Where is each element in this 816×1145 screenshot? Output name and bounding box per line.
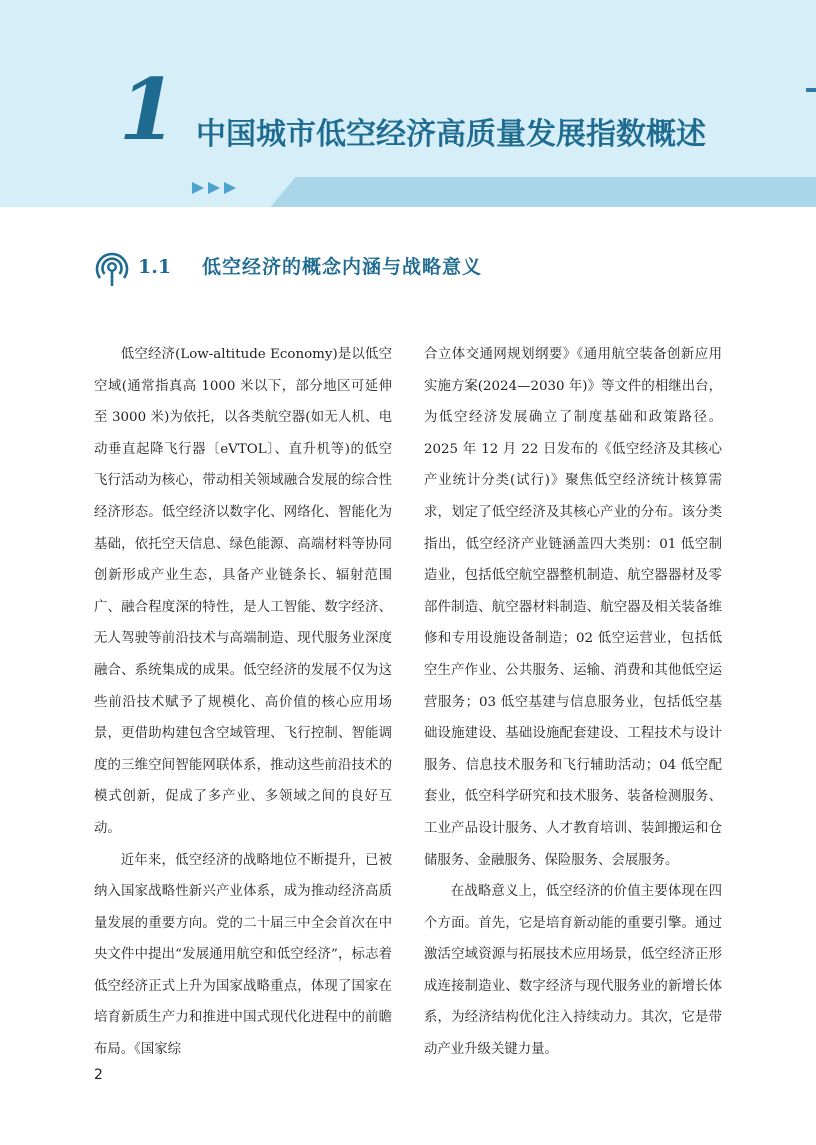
triple-arrow-icon: [192, 181, 240, 195]
banner-stripe: [262, 177, 816, 207]
signal-target-icon: [94, 248, 130, 288]
paragraph: 低空经济(Low-altitude Economy)是以低空空域(通常指真高 1000 米以下，部分地区可延伸至 3000 米)为依托，以各类航空器(如无人机、电动垂直起降飞行器〔eVTOL〕、直升机等)的低空飞行活动为核心，带动相关领域融合发展的综合性经济形态。低空经济以数字化、网络化、智能化为基础，依托空天信息、绿色能源、高端材料等协同创新形成产业生态，具备产业链条长、辐射范围广、融合程度深的特性，是人工智能、数字经济、无人驾驶等前沿技术与高端制造、现代服务业深度融合、系统集成的成果。低空经济的发展不仅为这些前沿技术赋予了规模化、高价值的核心应用场景，更借助构建包含空域管理、飞行控制、智能调度的三维空间智能网联体系，推动这些前沿技术的模式创新，促成了多产业、多领域之间的良好互动。: [94, 347, 392, 836]
paragraph-continued: 合立体交通网规划纲要》《通用航空装备创新应用实施方案(2024—2030 年)》等文件的相继出台，为低空经济发展确立了制度基础和政策路径。2025 年 12 月 22 日发布的《低空经济及其核心产业统计分类(试行)》聚焦低空经济统计核算需求，划定了低空经济及其核心产业的分布。该分类指出，低空经济产业链涵盖四大类别：01 低空制造业，包括低空航空器整机制造、航空器器材及零部件制造、航空器材料制造、航空器及相关装备维修和专用设施设备制造；02 低空运营业，包括低空生产作业、公共服务、运输、消费和其他低空运营服务；03 低空基建与信息服务业，包括低空基础设施建设、基础设施配套建设、工程技术与设计服务、信息技术服务和飞行辅助活动；04 低空配套业，低空科学研究和技术服务、装备检测服务、工业产品设计服务、人才教育培训、装卸搬运和仓储服务、金融服务、保险服务、会展服务。: [424, 347, 722, 868]
paragraph: 在战略意义上，低空经济的价值主要体现在四个方面。首先，它是培育新动能的重要引擎。通过激活空域资源与拓展技术应用场景，低空经济正形成连接制造业、数字经济与现代服务业的新增长体系，为经济结构优化注入持续动力。其次，它是带动产业升级关键力量。: [424, 884, 722, 1058]
section-number: 1.1: [138, 256, 172, 278]
body-column-left: [94, 339, 392, 1066]
page-number: 2: [94, 1067, 103, 1083]
chapter-banner: [0, 0, 816, 207]
chapter-number: 1: [118, 60, 178, 159]
section-heading: [94, 248, 694, 292]
section-title: 低空经济的概念内涵与战略意义: [202, 256, 483, 278]
body-column-right: [424, 339, 722, 1066]
banner-edge-tick: [806, 88, 816, 92]
paragraph: 近年来，低空经济的战略地位不断提升，已被纳入国家战略性新兴产业体系，成为推动经济高质量发展的重要方向。党的二十届三中全会首次在中央文件中提出“发展通用航空和低空经济”，标志着低空经济正式上升为国家战略重点，体现了国家在培育新质生产力和推进中国式现代化进程中的前瞻布局。《国家综: [94, 852, 392, 1058]
chapter-title: 中国城市低空经济高质量发展指数概述: [196, 117, 706, 152]
